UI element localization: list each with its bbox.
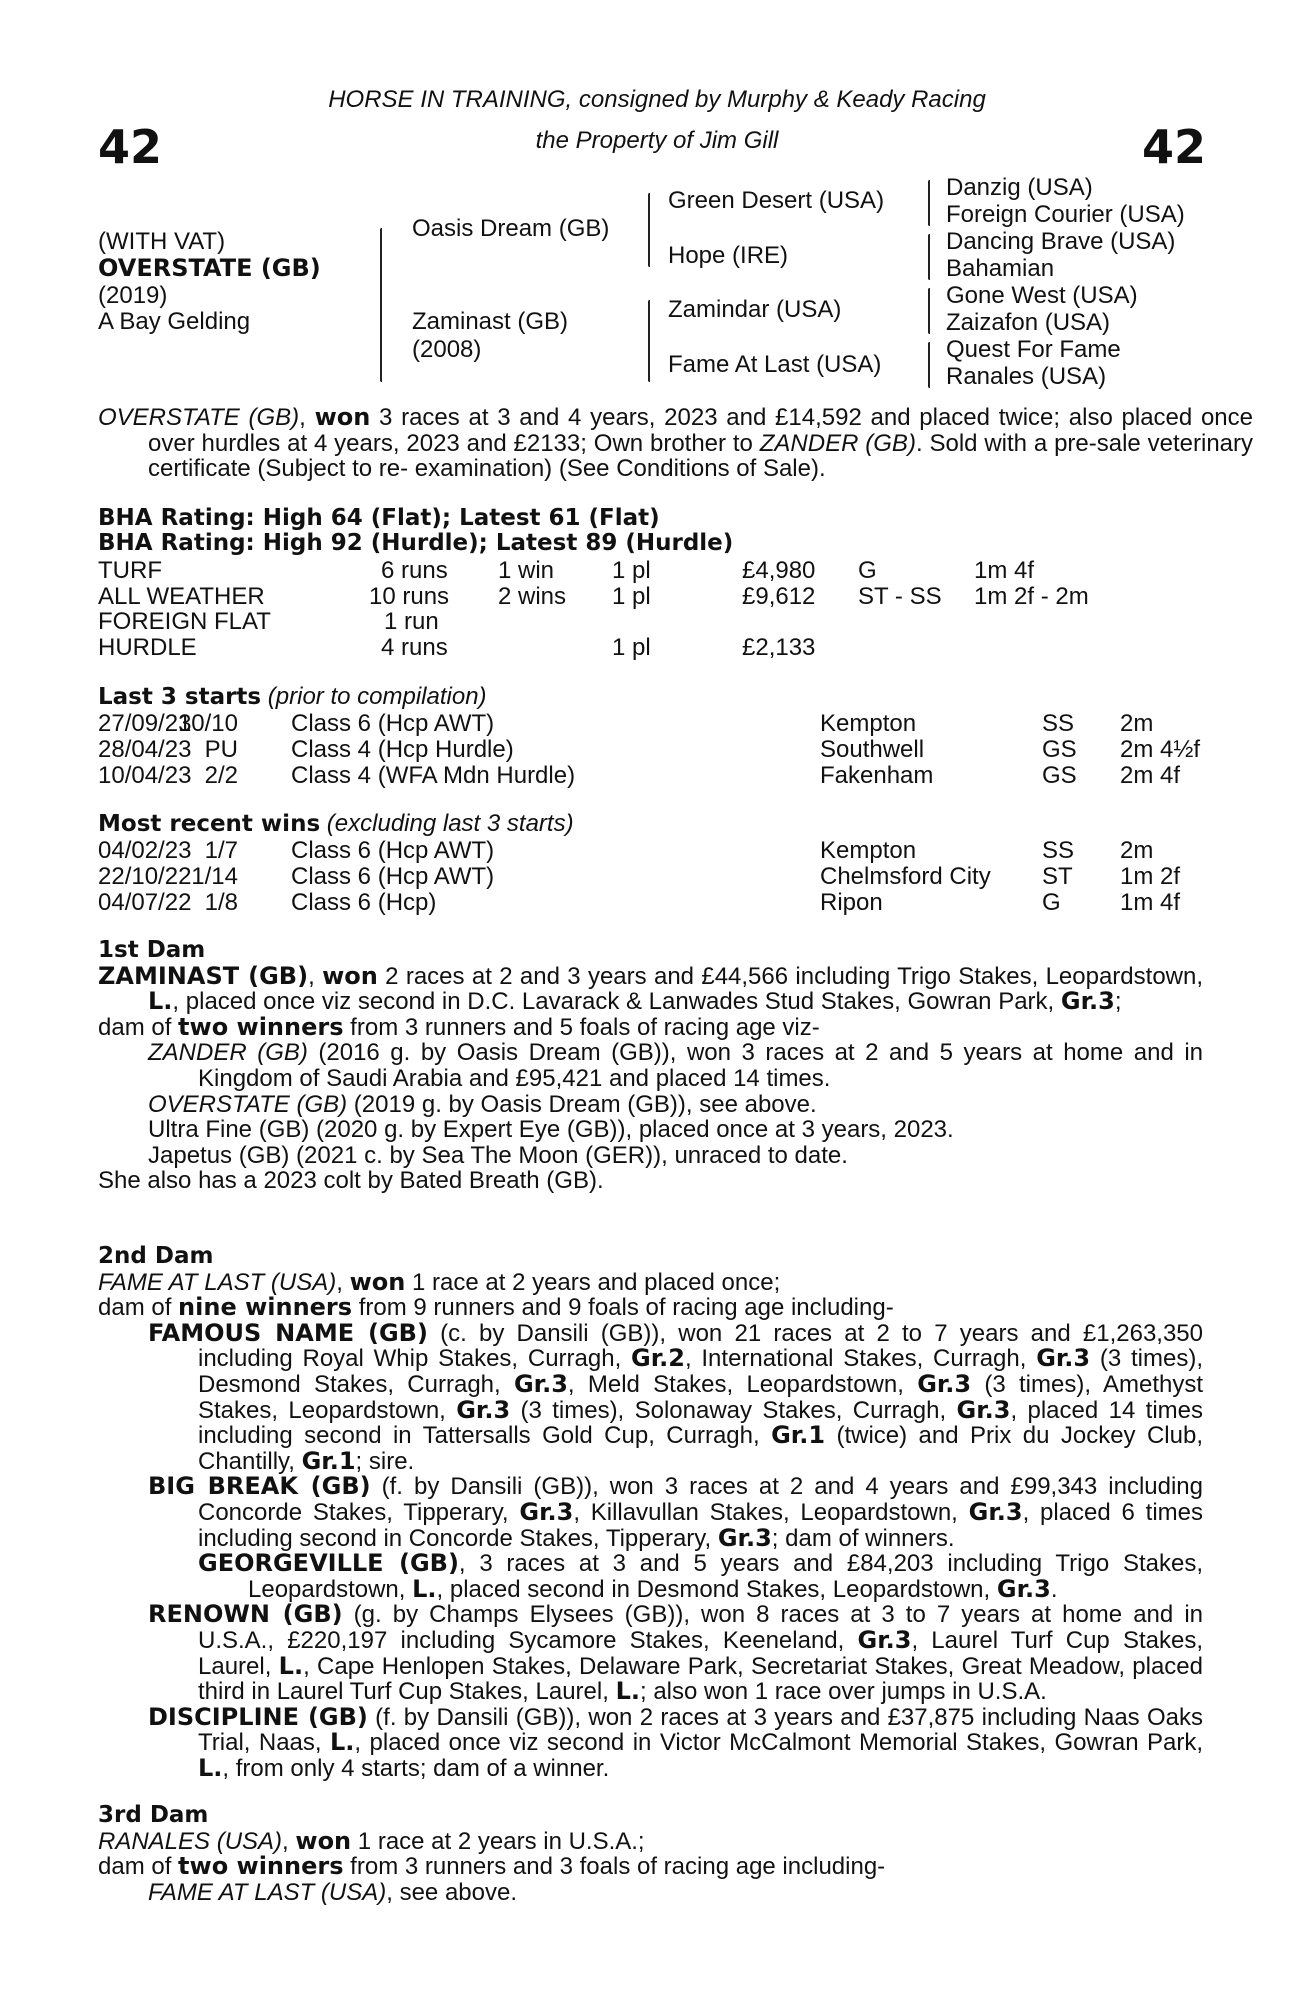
text: dam of (98, 1853, 179, 1881)
third-dam-heading: 3rd Dam (98, 1802, 209, 1828)
consignor-line: HORSE IN TRAINING, consigned by Murphy & Keady Racing (328, 86, 986, 113)
foal-name: FAMOUS NAME (GB) (148, 1318, 428, 1347)
text: (3 times), Amethyst Stakes, Leopardstown, (198, 1370, 1203, 1424)
gp-sdd: Bahamian (946, 255, 1055, 282)
win-distance: 1m 2f (1120, 863, 1181, 890)
dam-dam: Fame At Last (USA) (668, 351, 882, 378)
last-starts-heading (98, 684, 487, 710)
win-going: G (1042, 889, 1061, 916)
record-row (98, 557, 1208, 583)
record-prize: £2,133 (742, 634, 816, 661)
group-tag: Gr.3 (956, 1395, 1011, 1424)
record-prize: £4,980 (742, 557, 816, 584)
foal-name: RENOWN (GB) (148, 1600, 343, 1629)
lot-number-right: 42 (1141, 120, 1206, 174)
gp-dss: Gone West (USA) (946, 282, 1138, 309)
win-row (98, 837, 1208, 863)
lot-number-left: 42 (98, 120, 163, 174)
win-race: Class 6 (Hcp AWT) (291, 837, 495, 864)
text: (c. by Dansili (GB)), won 21 races at 2 to 7 years and £1,263,350 including Royal Whip Stakes, Curragh, (198, 1319, 1204, 1373)
record-surface: FOREIGN FLAT (98, 608, 271, 635)
record-row (98, 634, 1208, 660)
text: dam of (98, 1294, 179, 1322)
listed-tag: L. (198, 1753, 223, 1782)
first-dam-produce (98, 1012, 1203, 1041)
listed-tag: L. (278, 1651, 304, 1680)
record-placed: 1 pl (612, 583, 651, 610)
text: , placed once viz second in Victor McCalmont Memorial Stakes, Gowran Park, (354, 1729, 1203, 1757)
recent-wins-note: (excluding last 3 starts) (320, 810, 574, 837)
record-surface: TURF (98, 557, 162, 584)
text: (3 times), Solonaway Stakes, Curragh, (510, 1396, 957, 1424)
text: . (1050, 1575, 1058, 1603)
record-placed: 1 pl (612, 557, 651, 584)
horse-year: (2019) (98, 282, 168, 309)
first-dam-section (98, 938, 1203, 1194)
foal-name: ZANDER (GB) (148, 1039, 308, 1067)
won-label: won (322, 961, 378, 990)
gp-ssd: Foreign Courier (USA) (946, 201, 1185, 228)
start-distance: 2m 4f (1120, 762, 1181, 789)
foal-entry-renown (148, 1602, 1203, 1704)
start-going: GS (1042, 762, 1077, 789)
text: (twice) and Prix du Jockey Club, Chantilly, (198, 1422, 1203, 1475)
win-going: SS (1042, 837, 1075, 864)
win-course: Kempton (820, 837, 917, 864)
horse-description: A Bay Gelding (98, 308, 251, 335)
recent-wins-heading (98, 811, 574, 837)
foal-entry (148, 1040, 1203, 1091)
brace-gp-1 (928, 180, 930, 226)
dam: Zaminast (GB) (412, 308, 569, 335)
foal-name: OVERSTATE (GB) (148, 1090, 348, 1118)
text: , from only 4 starts; dam of a winner. (222, 1754, 610, 1782)
third-dam-section (98, 1803, 1203, 1905)
summary-name: OVERSTATE (GB) (98, 404, 300, 431)
group-tag: Gr.2 (631, 1344, 685, 1373)
foal-text: (2016 g. by Oasis Dream (GB)), won 3 races at 2 and 5 years at home and in Kingdom of Saudi Arabia and £95,421 and placed 14 times. (198, 1039, 1203, 1092)
brace-sire-dam (380, 228, 382, 382)
foal-entry (98, 1880, 1203, 1906)
record-runs: 6 runs (381, 557, 448, 584)
group-tag: Gr.1 (771, 1421, 826, 1450)
text: , placed second in Desmond Stakes, Leopardstown, (436, 1575, 997, 1603)
text: from 3 runners and 3 foals of racing age including- (343, 1853, 886, 1881)
start-row (98, 762, 1208, 788)
sire-dam: Hope (IRE) (668, 242, 789, 269)
record-going: ST - SS (858, 583, 942, 610)
third-dam-name: RANALES (USA) (98, 1827, 283, 1855)
winners-count: two winners (178, 1012, 344, 1041)
win-distance: 1m 4f (1120, 889, 1181, 916)
foal-name: BIG BREAK (GB) (148, 1472, 371, 1501)
gp-dsd: Zaizafon (USA) (946, 309, 1111, 336)
start-position: 2/2 (204, 762, 238, 789)
group-tag: Gr.1 (301, 1446, 356, 1475)
rating-flat: BHA Rating: High 64 (Flat); Latest 61 (Flat) (98, 505, 660, 531)
gp-sss: Danzig (USA) (946, 174, 1093, 201)
win-date: 04/07/22 (98, 889, 192, 916)
foal-name: GEORGEVILLE (GB) (198, 1549, 459, 1578)
foal-name: FAME AT LAST (USA) (148, 1878, 387, 1906)
record-prize: £9,612 (742, 583, 816, 610)
start-position: 10/10 (177, 710, 238, 737)
text: (f. by Dansili (GB)), won 2 races at 3 years and £37,875 including Naas Oaks Trial, Naas, (198, 1703, 1203, 1757)
horse-summary: OVERSTATE (GB), won 3 races at 3 and 4 years, 2023 and £14,592 and placed twice; also placed once over hurdles at 4 years, 2023 and £2133; Own brother to ZANDER (GB). Sold with a pre-sale veterinary certificate (Subject to re- examination) (See Conditions of Sale). (98, 403, 1254, 483)
start-going: SS (1042, 710, 1075, 737)
winners-count: nine winners (178, 1293, 353, 1322)
foal-entry-big-break (148, 1474, 1203, 1551)
brace-dam-line (648, 300, 650, 382)
record-going: G (858, 557, 877, 584)
last-starts-title: Last 3 starts (98, 684, 262, 710)
text: , International Stakes, Curragh, (684, 1345, 1037, 1373)
first-dam-also: She also has a 2023 colt by Bated Breath (GB). (98, 1167, 604, 1195)
group-tag: Gr.3 (519, 1497, 574, 1526)
group-tag: Gr.3 (456, 1395, 511, 1424)
listed-tag: L. (330, 1728, 355, 1757)
record-placed: 1 pl (612, 634, 651, 661)
win-race: Class 6 (Hcp AWT) (291, 863, 495, 890)
win-date: 22/10/22 (98, 863, 192, 890)
start-course: Southwell (820, 736, 925, 763)
start-course: Kempton (820, 710, 917, 737)
summary-text-1: 3 races at 3 and 4 years, 2023 and £14,592 and placed twice; also placed once over hurdles at 4 years, 2023 and £2133; Own brother to (148, 404, 1253, 457)
text: from 9 runners and 9 foals of racing age including- (352, 1294, 894, 1322)
first-dam-name: ZAMINAST (GB) (98, 961, 309, 990)
listed-tag: L. (148, 987, 173, 1016)
text: (3 times), Desmond Stakes, Curragh, (198, 1345, 1203, 1398)
first-dam-heading: 1st Dam (98, 937, 206, 963)
second-dam-heading: 2nd Dam (98, 1243, 214, 1269)
start-position: PU (204, 736, 238, 763)
text: (f. by Dansili (GB)), won 3 races at 2 and 4 years and £99,343 including Concorde Stakes, Tipperary, (198, 1473, 1204, 1526)
record-runs: 10 runs (369, 583, 450, 610)
group-tag: Gr.3 (917, 1369, 972, 1398)
start-distance: 2m 4½f (1120, 736, 1201, 763)
start-row (98, 710, 1208, 736)
foal-name: DISCIPLINE (GB) (148, 1702, 368, 1731)
win-date: 04/02/23 (98, 837, 192, 864)
record-runs: 4 runs (381, 634, 448, 661)
text: ; (1114, 988, 1122, 1016)
gp-sds: Dancing Brave (USA) (946, 228, 1176, 255)
win-row (98, 889, 1208, 915)
horse-name: OVERSTATE (GB) (98, 254, 321, 282)
second-dam-produce (98, 1295, 1203, 1321)
foal-entry (148, 1092, 1203, 1118)
foal-text: , see above. (386, 1878, 518, 1906)
win-course: Ripon (820, 889, 883, 916)
recent-wins-title: Most recent wins (98, 811, 321, 837)
text: ; sire. (355, 1447, 415, 1475)
text: , Cape Henlopen Stakes, Delaware Park, Secretariat Stakes, Great Meadow, placed third in Laurel Turf Cup Stakes, Laurel, (198, 1652, 1203, 1706)
win-position: 1/8 (204, 889, 238, 916)
record-surface: HURDLE (98, 634, 197, 661)
text: 1 race at 2 years and placed once; (405, 1268, 781, 1296)
brace-gp-3 (928, 288, 930, 334)
foal-entry-famous-name (148, 1318, 1204, 1475)
last-starts-note: (prior to compilation) (261, 683, 487, 710)
brace-gp-4 (928, 342, 930, 388)
listed-tag: L. (615, 1677, 640, 1706)
win-position: 1/7 (204, 837, 238, 864)
group-tag: Gr.3 (996, 1574, 1051, 1603)
first-dam-record: ZAMINAST (GB), won 2 races at 2 and 3 years and £44,566 including Trigo Stakes, Leopardstown, L., placed once viz second in D.C. Lavarack & Lanwades Stud Stakes, Gowran Park, Gr.3; (98, 961, 1204, 1016)
win-course: Chelmsford City (820, 863, 991, 890)
win-row (98, 863, 1208, 889)
record-wins: 2 wins (498, 583, 567, 610)
start-date: 27/09/23 (98, 710, 192, 737)
start-race: Class 4 (Hcp Hurdle) (291, 736, 514, 763)
record-runs: 1 run (384, 608, 439, 635)
won-label: won (349, 1267, 406, 1296)
property-line: the Property of Jim Gill (535, 127, 779, 154)
win-position: 1/14 (191, 863, 238, 890)
brace-sire-line (648, 193, 650, 267)
third-dam-produce (98, 1854, 1203, 1880)
group-tag: Gr.3 (1060, 987, 1115, 1016)
start-date: 10/04/23 (98, 762, 192, 789)
foal-entry-discipline (148, 1702, 1203, 1782)
dam-sire: Zamindar (USA) (668, 296, 842, 323)
record-wins: 1 win (498, 557, 555, 584)
second-dam-name: FAME AT LAST (USA) (98, 1268, 337, 1296)
text: , placed once viz second in D.C. Lavarack & Lanwades Stud Stakes, Gowran Park, (172, 988, 1061, 1016)
foal-entry: Japetus (GB) (2021 c. by Sea The Moon (GER)), unraced to date. (148, 1141, 848, 1169)
start-going: GS (1042, 736, 1077, 763)
record-distance: 1m 2f - 2m (974, 583, 1089, 610)
foal-entry-georgeville (198, 1551, 1203, 1602)
text: dam of (98, 1013, 179, 1041)
gp-ddd: Ranales (USA) (946, 363, 1107, 390)
winners-count: two winners (178, 1852, 344, 1881)
text: , placed 14 times including second in Tattersalls Gold Cup, Curragh, (198, 1396, 1203, 1450)
dam-year: (2008) (412, 336, 482, 363)
text: ; also won 1 race over jumps in U.S.A. (639, 1678, 1047, 1706)
sire: Oasis Dream (GB) (412, 215, 610, 242)
rating-hurdle: BHA Rating: High 92 (Hurdle); Latest 89 (Hurdle) (98, 530, 734, 556)
group-tag: Gr.3 (968, 1497, 1023, 1526)
text: 1 race at 2 years in U.S.A.; (351, 1827, 645, 1855)
start-date: 28/04/23 (98, 736, 192, 763)
record-row (98, 583, 1208, 609)
win-going: ST (1042, 863, 1073, 890)
text: , Killavullan Stakes, Leopardstown, (573, 1498, 969, 1526)
text: ; dam of winners. (771, 1524, 955, 1552)
start-race: Class 6 (Hcp AWT) (291, 710, 495, 737)
foal-text: (2019 g. by Oasis Dream (GB)), see above. (347, 1090, 817, 1118)
start-row (98, 736, 1208, 762)
record-surface: ALL WEATHER (98, 583, 265, 610)
text: , (336, 1268, 350, 1296)
text: , (282, 1827, 296, 1855)
group-tag: Gr.3 (717, 1523, 772, 1552)
start-course: Fakenham (820, 762, 934, 789)
brace-gp-2 (928, 234, 930, 280)
win-race: Class 6 (Hcp) (291, 889, 437, 916)
vat-note: (WITH VAT) (98, 228, 226, 255)
text: , Laurel Turf Cup Stakes, Laurel, (198, 1626, 1203, 1680)
group-tag: Gr.3 (1036, 1344, 1091, 1373)
text: (g. by Champs Elysees (GB)), won 8 races at 3 to 7 years at home and in U.S.A., £220,197 including Sycamore Stakes, Keeneland, (198, 1601, 1203, 1654)
text: , Meld Stakes, Leopardstown, (567, 1370, 918, 1398)
text: , 3 races at 3 and 5 years and £84,203 including Trigo Stakes, Leopardstown, (248, 1550, 1203, 1603)
listed-tag: L. (412, 1574, 437, 1603)
win-distance: 2m (1120, 837, 1154, 864)
start-distance: 2m (1120, 710, 1154, 737)
gp-dds: Quest For Fame (946, 336, 1121, 363)
won-label: won (295, 1826, 352, 1855)
group-tag: Gr.3 (857, 1625, 912, 1654)
second-dam-record (98, 1267, 1203, 1296)
record-row (98, 608, 1208, 634)
second-dam-section (98, 1244, 1203, 1781)
foal-entry: Ultra Fine (GB) (2020 g. by Expert Eye (GB)), placed once at 3 years, 2023. (148, 1116, 954, 1144)
text: 2 races at 2 and 3 years and £44,566 including Trigo Stakes, Leopardstown, (377, 962, 1204, 990)
text: , placed 6 times including second in Concorde Stakes, Tipperary, (198, 1498, 1203, 1552)
sire-sire: Green Desert (USA) (668, 187, 885, 214)
summary-brother: ZANDER (GB) (759, 429, 916, 457)
text: from 3 runners and 5 foals of racing age viz- (343, 1013, 820, 1041)
third-dam-record (98, 1826, 1203, 1855)
group-tag: Gr.3 (513, 1369, 568, 1398)
summary-text-2: . Sold with a pre-sale veterinary certificate (Subject to re- examination) (See Conditions of Sale). (148, 429, 1254, 483)
summary-won: won (314, 403, 371, 431)
record-distance: 1m 4f (974, 557, 1035, 584)
start-race: Class 4 (WFA Mdn Hurdle) (291, 762, 576, 789)
